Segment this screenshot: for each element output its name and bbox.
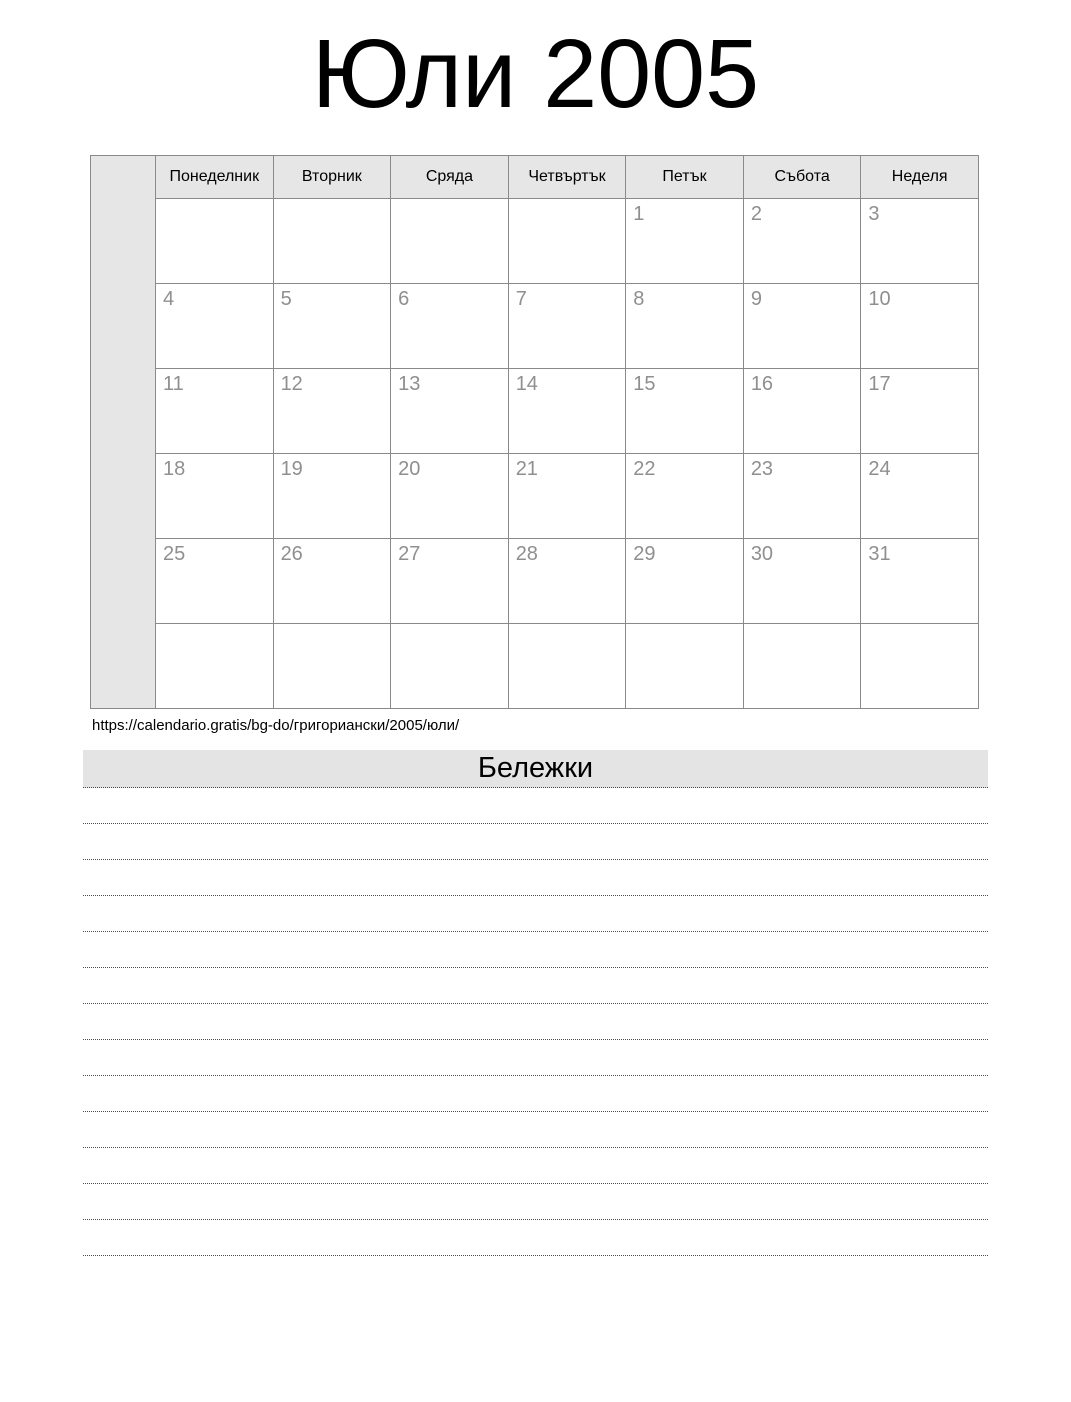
note-line: [83, 1040, 988, 1076]
calendar-day-cell: [743, 454, 861, 539]
calendar-day-cell: [861, 454, 979, 539]
calendar-week-row: [91, 199, 979, 284]
note-line: [83, 1220, 988, 1256]
day-number: 21: [515, 458, 538, 480]
calendar-empty-cell: [508, 624, 626, 709]
day-number: 22: [633, 458, 656, 480]
calendar-body: [91, 156, 979, 709]
calendar-day-cell: [391, 369, 509, 454]
note-line: [83, 860, 988, 896]
calendar-day-cell: [626, 539, 744, 624]
calendar-day-cell: [156, 284, 274, 369]
notes-title: Бележки: [477, 752, 594, 784]
calendar-empty-cell: [156, 199, 274, 284]
day-number: 16: [750, 373, 774, 395]
calendar-page: [0, 16, 1071, 1402]
calendar-day-cell: [391, 454, 509, 539]
notes-section: [83, 750, 988, 1256]
calendar-empty-cell: [156, 624, 274, 709]
calendar-day-cell: [626, 369, 744, 454]
weekday-header-monday: Понеделник: [156, 156, 274, 199]
calendar-day-cell: [626, 284, 744, 369]
calendar-day-cell: [273, 369, 391, 454]
page-title: Юли 2005: [311, 19, 760, 128]
day-number: 15: [633, 373, 656, 395]
week-gutter: [91, 156, 156, 709]
calendar-table: [90, 155, 979, 709]
calendar-day-cell: [273, 539, 391, 624]
calendar-day-cell: [156, 454, 274, 539]
day-number: 19: [280, 458, 303, 480]
notes-lines: [83, 788, 988, 1256]
note-line: [83, 788, 988, 824]
calendar-day-cell: [626, 199, 744, 284]
calendar-week-row: [91, 624, 979, 709]
calendar-day-cell: [273, 284, 391, 369]
day-number: 2: [750, 203, 762, 225]
calendar-day-cell: [626, 454, 744, 539]
calendar-day-cell: [391, 539, 509, 624]
calendar-day-cell: [861, 199, 979, 284]
weekday-header-wednesday: Сряда: [391, 156, 509, 199]
day-number: 27: [398, 543, 421, 565]
note-line: [83, 932, 988, 968]
weekday-header-thursday: Четвъртък: [508, 156, 626, 199]
calendar-day-cell: [273, 454, 391, 539]
calendar-week-row: [91, 454, 979, 539]
calendar-day-cell: [743, 369, 861, 454]
note-line: [83, 1076, 988, 1112]
day-number: 14: [515, 373, 538, 395]
calendar-empty-cell: [391, 199, 509, 284]
note-line: [83, 896, 988, 932]
day-number: 13: [398, 373, 421, 395]
calendar-week-row: [91, 369, 979, 454]
note-line: [83, 1148, 988, 1184]
calendar-day-cell: [743, 199, 861, 284]
calendar-empty-cell: [861, 624, 979, 709]
day-number: 29: [633, 543, 656, 565]
day-number: 30: [750, 543, 774, 565]
day-number: 28: [515, 543, 538, 565]
calendar-day-cell: [156, 369, 274, 454]
day-number: 17: [868, 373, 891, 395]
calendar-day-cell: [861, 369, 979, 454]
day-number: 18: [163, 458, 186, 480]
day-number: 4: [163, 288, 175, 310]
day-number: 23: [750, 458, 774, 480]
calendar-empty-cell: [626, 624, 744, 709]
day-number: 1: [633, 203, 645, 225]
calendar-empty-cell: [508, 199, 626, 284]
day-number: 6: [398, 288, 410, 310]
day-number: 26: [280, 543, 303, 565]
day-number: 20: [398, 458, 421, 480]
calendar-day-cell: [508, 284, 626, 369]
calendar-day-cell: [391, 284, 509, 369]
note-line: [83, 1004, 988, 1040]
day-number: 25: [163, 543, 186, 565]
weekday-header-friday: Петък: [626, 156, 744, 199]
weekday-header-saturday: Събота: [743, 156, 861, 199]
notes-title-bar: [83, 750, 988, 788]
day-number: 3: [868, 203, 880, 225]
day-number: 9: [750, 288, 762, 310]
calendar-day-cell: [508, 539, 626, 624]
calendar-empty-cell: [391, 624, 509, 709]
day-number: 11: [163, 373, 184, 395]
day-number: 5: [280, 288, 292, 310]
day-number: 31: [868, 543, 891, 565]
calendar-day-cell: [156, 539, 274, 624]
day-number: 12: [280, 373, 303, 395]
weekday-header-sunday: Неделя: [861, 156, 979, 199]
day-number: 8: [633, 288, 645, 310]
day-number: 7: [515, 288, 527, 310]
calendar-week-row: [91, 284, 979, 369]
calendar-empty-cell: [273, 199, 391, 284]
calendar-empty-cell: [743, 624, 861, 709]
calendar-day-cell: [743, 284, 861, 369]
calendar-day-cell: [743, 539, 861, 624]
calendar-week-row: [91, 539, 979, 624]
day-number: 10: [868, 288, 891, 310]
calendar-day-cell: [508, 369, 626, 454]
calendar-day-cell: [861, 284, 979, 369]
weekday-header-tuesday: Вторник: [273, 156, 391, 199]
calendar-header-row: [91, 156, 979, 199]
note-line: [83, 968, 988, 1004]
calendar-empty-cell: [273, 624, 391, 709]
calendar-day-cell: [508, 454, 626, 539]
source-url: https://calendario.gratis/bg-do/григориански/2005/юли/: [92, 717, 460, 734]
note-line: [83, 1112, 988, 1148]
note-line: [83, 824, 988, 860]
day-number: 24: [868, 458, 891, 480]
note-line: [83, 1184, 988, 1220]
calendar-day-cell: [861, 539, 979, 624]
